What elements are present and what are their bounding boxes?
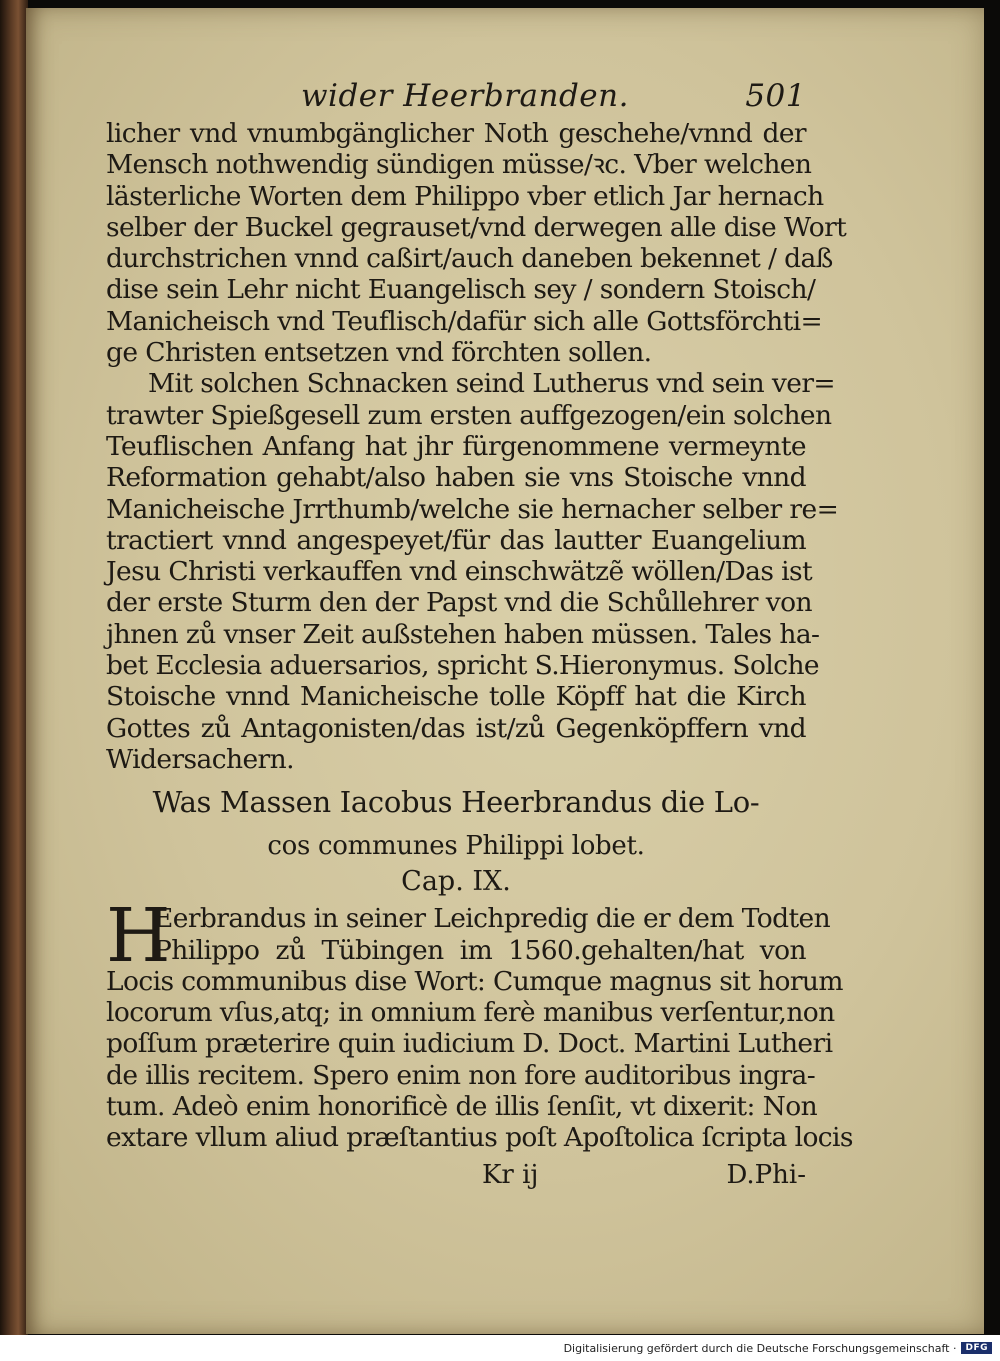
running-head bbox=[106, 78, 806, 118]
footer-credit: Digitalisierung gefördert durch die Deutsche Forschungsgemeinschaft · bbox=[563, 1341, 957, 1355]
catchword: D.Phi- bbox=[726, 1159, 806, 1190]
footer-bar bbox=[0, 1335, 1000, 1361]
running-head-title: wider Heerbranden. bbox=[301, 78, 629, 114]
page-number: 501 bbox=[745, 78, 806, 114]
page-text-block bbox=[106, 78, 853, 1192]
page bbox=[26, 8, 984, 1334]
text-line: Manicheisch vnd Teuflisch/dafür sich alle Gottsförchti= bbox=[106, 305, 823, 337]
text-line: selber der Buckel gegrauset/vnd derwegen alle dise Wort bbox=[106, 211, 847, 243]
signature-line bbox=[106, 1160, 806, 1192]
chapter-heading-line-1: Was Massen Iacobus Heerbrandus die Lo- bbox=[152, 785, 760, 820]
text-line: licher vnd vnumbgänglicher Noth geschehe/vnnd der bbox=[106, 118, 806, 149]
signature-mark: Kr ij bbox=[482, 1159, 539, 1190]
chapter-heading-line-2: cos communes Philippi lobet. bbox=[267, 831, 645, 862]
paragraph-2 bbox=[106, 368, 839, 775]
text-line: dise sein Lehr nicht Euangelisch sey / sondern Stoisch/ bbox=[106, 274, 816, 306]
text-line: jhnen zů vnser Zeit außstehen haben müssen. Tales ha- bbox=[106, 618, 820, 650]
text-line: bet Ecclesia aduersarios, spricht S.Hieronymus. Solche bbox=[106, 650, 819, 682]
text-line: lästerliche Worten dem Philippo vber etlich Jar hernach bbox=[106, 180, 824, 212]
text-line: Mensch nothwendig sündigen müsse/ꝛc. Vber welchen bbox=[106, 149, 812, 181]
text-line: trawter Spießgesell zum ersten auffgezogen/ein solchen bbox=[106, 399, 832, 431]
text-line: durchstrichen vnnd caßirt/auch daneben bekennet / daß bbox=[106, 243, 833, 275]
text-line: Gottes zů Antagonisten/das ist/zů Gegenköpffern vnd bbox=[106, 712, 806, 744]
text-line: ge Christen entsetzen vnd förchten sollen. bbox=[106, 337, 652, 369]
text-line: der erste Sturm den der Papst vnd die Schůllehrer von bbox=[106, 587, 812, 619]
text-line: Stoische vnnd Manicheische tolle Köpff hat die Kirch bbox=[106, 681, 806, 713]
text-line: Eerbrandus in seiner Leichpredig die er dem Todten bbox=[154, 903, 831, 935]
text-line: Locis communibus dise Wort: Cumque magnus sit horum bbox=[106, 965, 843, 997]
text-line: de illis recitem. Spero enim non fore auditoribus ingra- bbox=[106, 1059, 816, 1091]
text-line: Philippo zů Tübingen im 1560.gehalten/hat von bbox=[154, 934, 806, 966]
drop-cap: H bbox=[106, 893, 171, 980]
text-line: Mit solchen Schnacken seind Lutherus vnd sein ver= bbox=[148, 368, 836, 400]
text-line: Reformation gehabt/also haben sie vns Stoische vnnd bbox=[106, 462, 806, 494]
text-line: poſſum præterire quin iudicium D. Doct. Martini Lutheri bbox=[106, 1028, 833, 1060]
text-line: Widersachern. bbox=[106, 743, 294, 775]
text-line: Teuflischen Anfang hat jhr fürgenommene vermeynte bbox=[106, 430, 806, 462]
text-line: Manicheische Jrrthumb/welche sie hernacher selber re= bbox=[106, 493, 839, 525]
paragraph-1 bbox=[106, 118, 847, 369]
book-edge bbox=[0, 0, 28, 1340]
chapter-number: Cap. IX. bbox=[401, 866, 511, 898]
text-line: tum. Adeò enim honorificè de illis ſenſit, vt dixerit: Non bbox=[106, 1091, 818, 1123]
dfg-logo: DFG bbox=[961, 1342, 992, 1354]
chapter-heading bbox=[106, 785, 806, 903]
text-line: locorum vſus,atq; in omnium ferè manibus verſentur,non bbox=[106, 997, 835, 1029]
text-line: extare vllum aliud præſtantius poſt Apoſtolica ſcripta locis bbox=[106, 1122, 853, 1154]
text-line: Jesu Christi verkauffen vnd einschwätzẽ wöllen/Das ist bbox=[106, 556, 813, 588]
paragraph-3 bbox=[106, 893, 853, 1154]
text-line: tractiert vnnd angespeyet/für das lautter Euangelium bbox=[106, 524, 806, 556]
